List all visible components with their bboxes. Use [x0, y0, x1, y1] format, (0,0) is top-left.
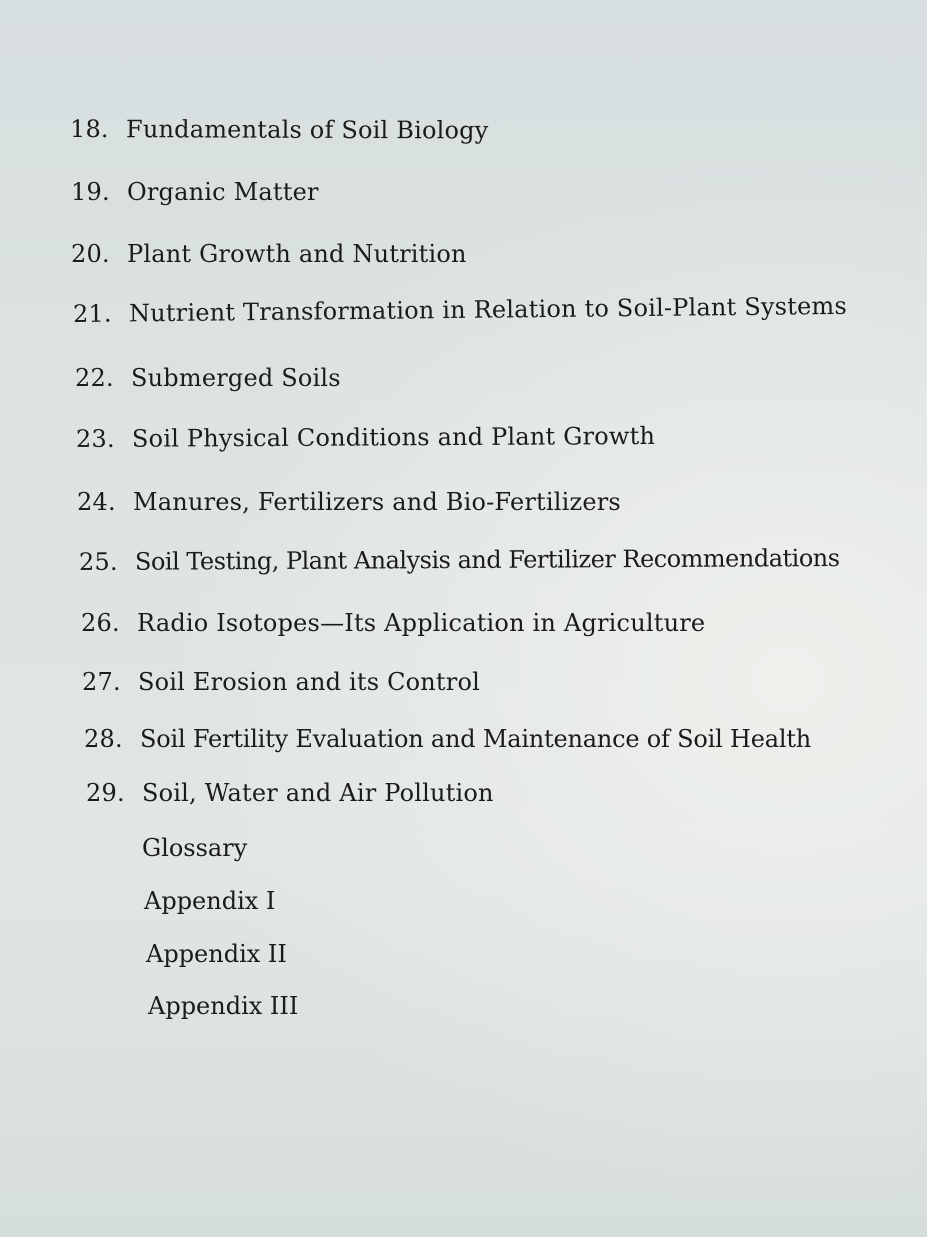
toc-entry-23 — [76, 422, 655, 453]
toc-entry-24 — [77, 488, 621, 516]
chapter-title: Organic Matter — [127, 178, 319, 206]
toc-entry-20 — [71, 240, 467, 268]
chapter-title: Fundamentals of Soil Biology — [125, 115, 489, 145]
toc-appendix-i: Appendix I — [144, 887, 276, 915]
chapter-title: Soil, Water and Air Pollution — [142, 779, 494, 807]
toc-entry-29 — [86, 779, 494, 807]
chapter-number: 23. — [75, 424, 115, 453]
chapter-title: Plant Growth and Nutrition — [127, 240, 467, 268]
toc-entry-27 — [82, 668, 480, 696]
chapter-number: 27. — [82, 668, 121, 696]
chapter-number: 21. — [72, 299, 112, 328]
chapter-title: Submerged Soils — [131, 364, 341, 392]
chapter-number: 18. — [69, 115, 109, 144]
toc-entry-22 — [75, 364, 341, 392]
toc-entry-28 — [84, 725, 811, 753]
chapter-number: 19. — [71, 178, 110, 206]
toc-entry-19 — [71, 178, 319, 206]
chapter-number: 25. — [78, 547, 118, 576]
chapter-number: 28. — [84, 725, 123, 753]
toc-appendix-ii: Appendix II — [146, 940, 287, 968]
chapter-title: Nutrient Transformation in Relation to Soil-Plant Systems — [128, 291, 848, 328]
toc-entry-26 — [81, 609, 705, 637]
chapter-number: 22. — [75, 364, 114, 392]
chapter-number: 29. — [86, 779, 125, 807]
chapter-number: 20. — [71, 240, 110, 268]
chapter-title: Manures, Fertilizers and Bio-Fertilizers — [133, 488, 621, 516]
chapter-number: 26. — [81, 609, 120, 637]
chapter-title: Soil Erosion and its Control — [138, 668, 480, 696]
toc-glossary: Glossary — [142, 834, 248, 862]
chapter-number: 24. — [77, 488, 116, 516]
toc-entry-25 — [79, 544, 840, 576]
toc-entry-18 — [70, 115, 489, 144]
chapter-title: Soil Testing, Plant Analysis and Fertilizer Recommendations — [134, 544, 840, 576]
chapter-title: Soil Fertility Evaluation and Maintenance of Soil Health — [140, 725, 812, 753]
toc-appendix-iii: Appendix III — [148, 992, 299, 1020]
toc-entry-21 — [73, 292, 847, 328]
chapter-title: Radio Isotopes—Its Application in Agriculture — [137, 609, 706, 637]
chapter-title: Soil Physical Conditions and Plant Growth — [131, 421, 656, 453]
